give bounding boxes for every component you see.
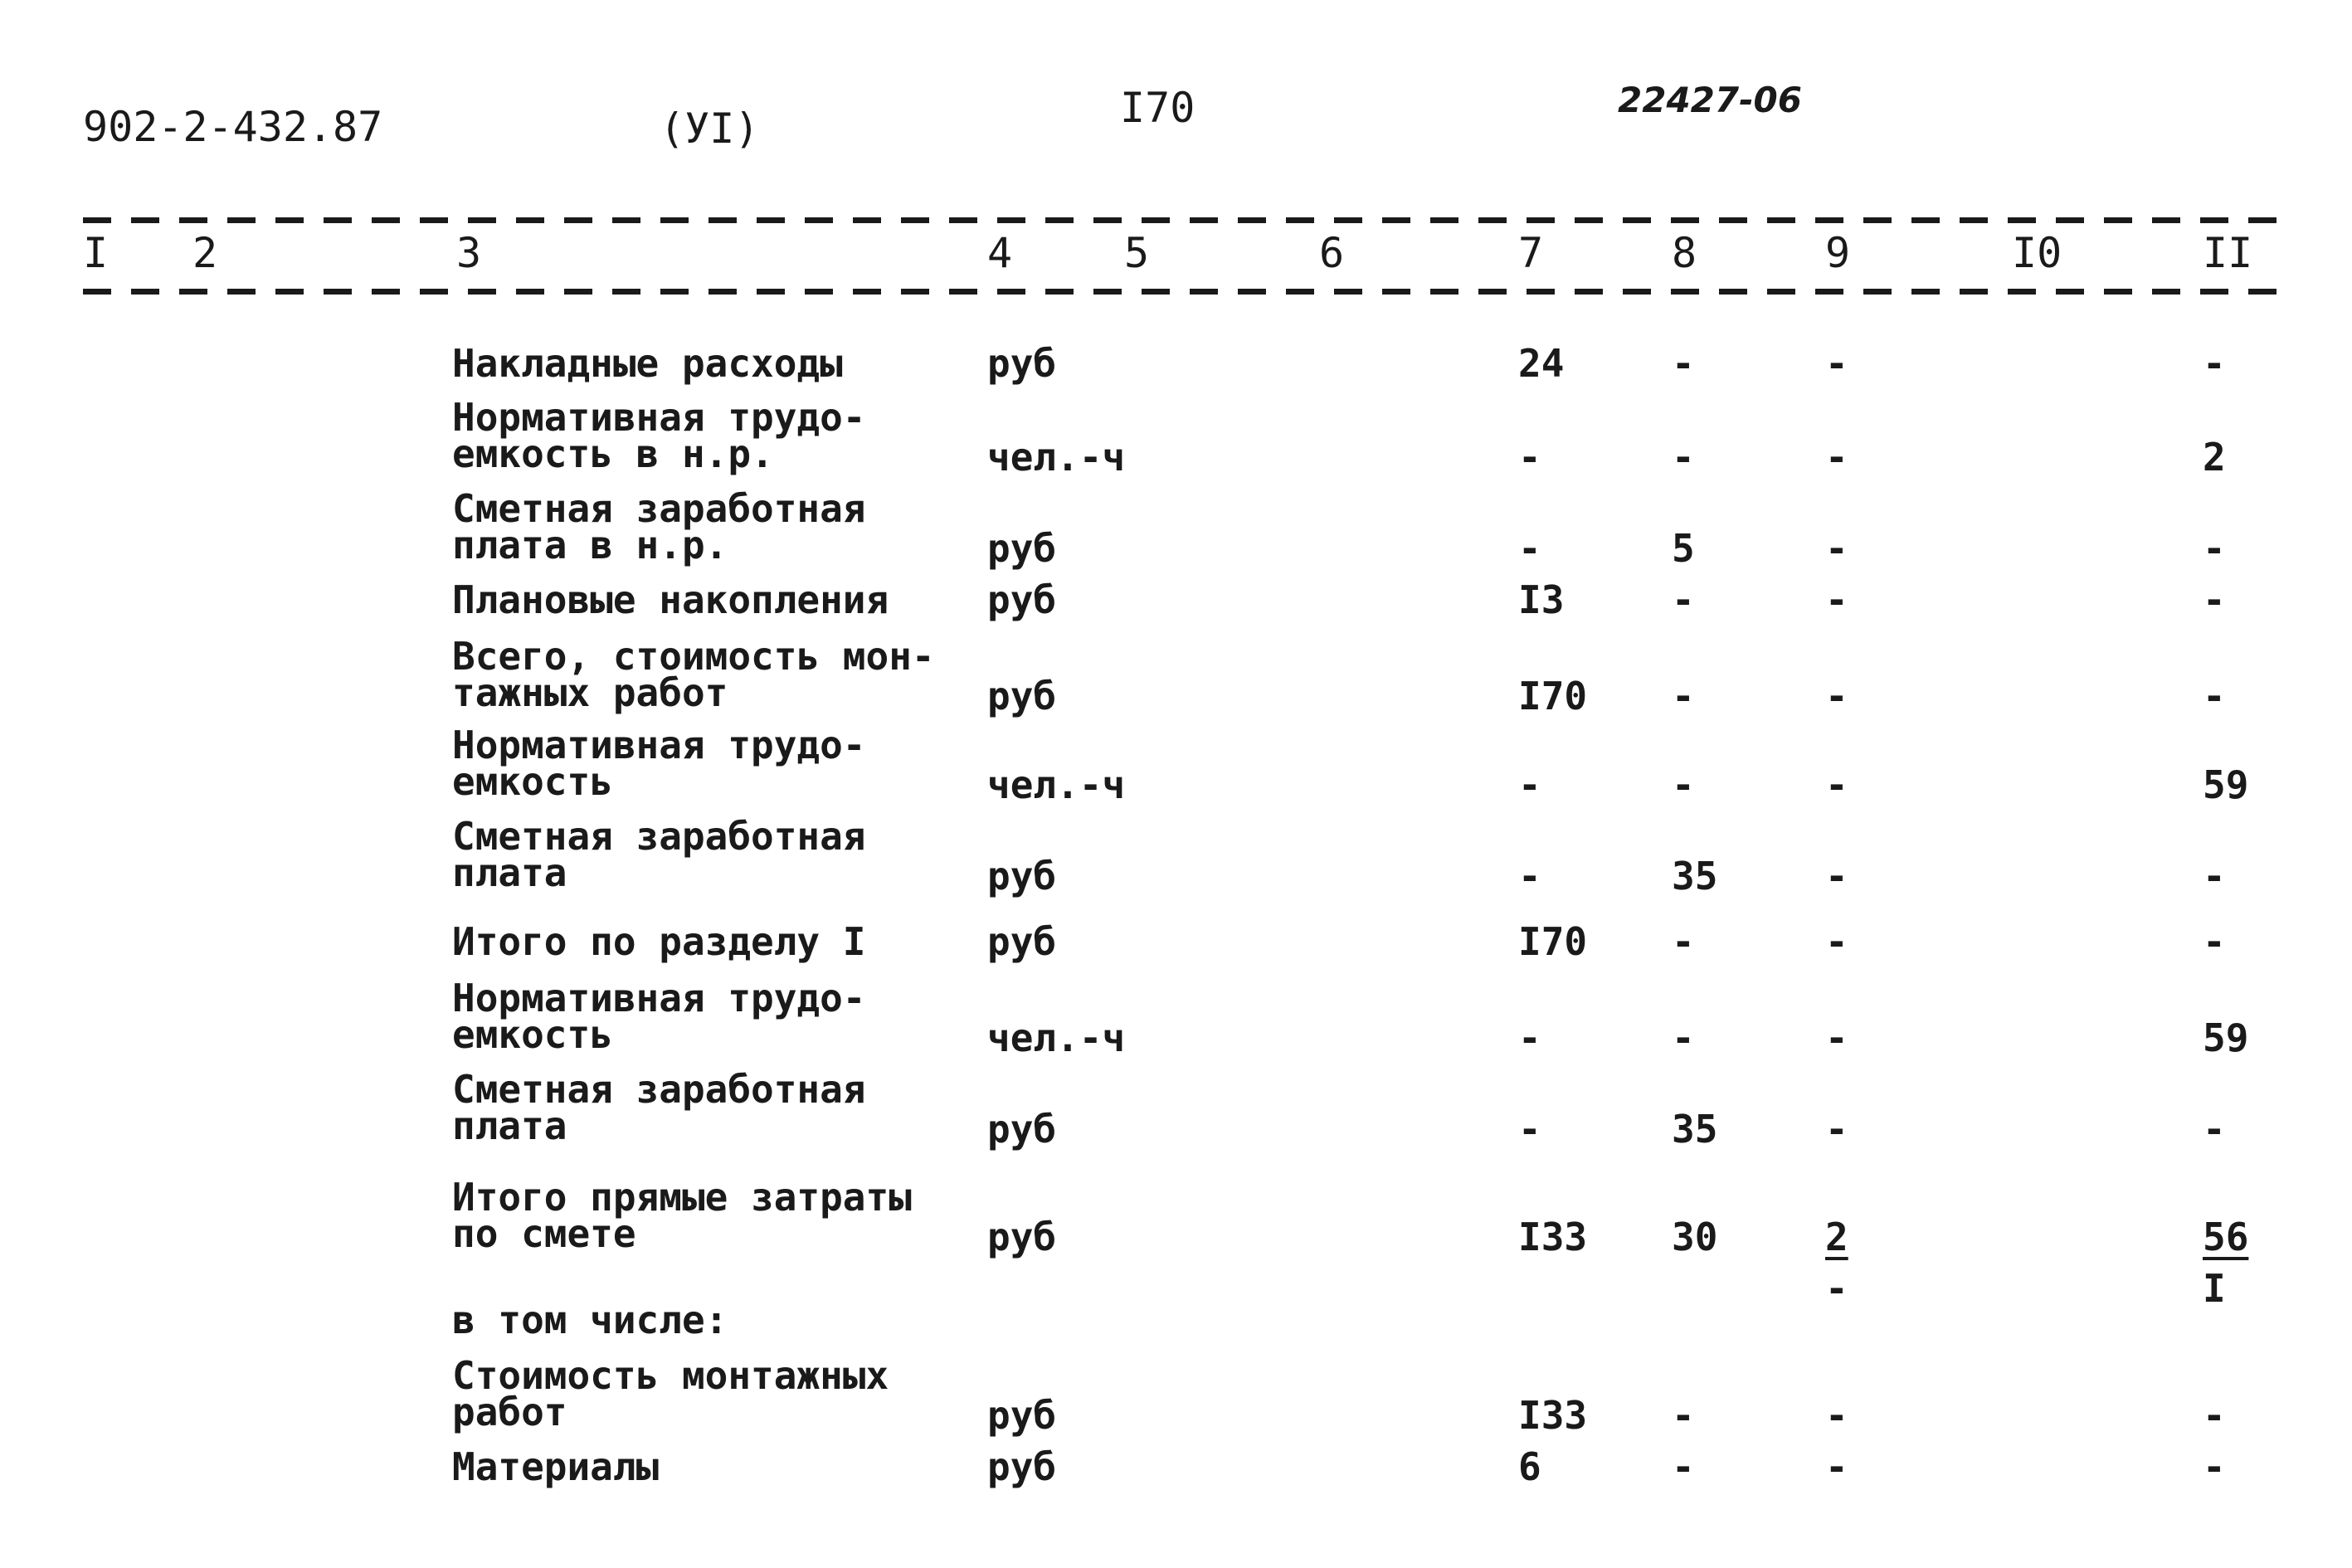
- col7-value: -: [1518, 526, 1541, 571]
- row-label: Плановые накопления: [452, 577, 889, 622]
- unit-cell: руб: [987, 674, 1057, 718]
- col7-value: -: [1518, 435, 1541, 480]
- column-header-10: I0: [2012, 229, 2062, 277]
- col9-value: -: [1825, 577, 1848, 622]
- col8-value: -: [1672, 1393, 1695, 1438]
- column-header-4: 4: [987, 229, 1013, 277]
- col11-value: 59: [2203, 762, 2249, 807]
- row-label-cont: плата: [452, 1103, 567, 1148]
- row-label-cont: емкость в н.р.: [452, 431, 774, 476]
- row-label: Материалы: [452, 1444, 660, 1489]
- row-label: Итого по разделу I: [452, 919, 866, 964]
- header-bottom-rule: [83, 289, 2281, 295]
- unit-cell: руб: [987, 1107, 1057, 1152]
- column-header-5: 5: [1124, 229, 1150, 277]
- row-label: Нормативная трудо-: [452, 395, 866, 440]
- row-label-cont: плата: [452, 850, 567, 895]
- row-label: Нормативная трудо-: [452, 723, 866, 767]
- col11-value: -: [2203, 674, 2226, 718]
- column-header-9: 9: [1825, 229, 1851, 277]
- row-label: Нормативная трудо-: [452, 976, 866, 1020]
- column-header-6: 6: [1319, 229, 1345, 277]
- col9-subvalue: -: [1825, 1266, 1848, 1311]
- unit-cell: руб: [987, 919, 1057, 964]
- row-label-cont: емкость: [452, 759, 613, 804]
- col9-value: -: [1825, 762, 1848, 807]
- page-number: I70: [1120, 84, 1195, 132]
- row-label: Сметная заработная: [452, 486, 866, 531]
- col9-value: -: [1825, 919, 1848, 964]
- column-header-8: 8: [1672, 229, 1697, 277]
- col11-value: -: [2203, 919, 2226, 964]
- col8-value: -: [1672, 674, 1695, 718]
- document-code: 902-2-432.87: [83, 103, 383, 151]
- col8-value: 30: [1672, 1215, 1718, 1259]
- row-label: Сметная заработная: [452, 814, 866, 859]
- unit-cell: руб: [987, 1444, 1057, 1489]
- col11-value: -: [2203, 341, 2226, 386]
- col8-value: 35: [1672, 1107, 1718, 1152]
- col8-value: 5: [1672, 526, 1695, 571]
- col11-value: -: [2203, 1107, 2226, 1152]
- album-number: (УI): [660, 105, 760, 153]
- col11-value: 56: [2203, 1215, 2249, 1259]
- unit-cell: руб: [987, 341, 1057, 386]
- col11-subvalue: I: [2203, 1266, 2226, 1311]
- col7-value: -: [1518, 1107, 1541, 1152]
- row-label-cont: тажных работ: [452, 670, 728, 715]
- col9-value: -: [1825, 341, 1848, 386]
- col11-value: 2: [2203, 435, 2226, 480]
- column-header-1: I: [83, 229, 109, 277]
- col7-value: -: [1518, 854, 1541, 898]
- col8-value: -: [1672, 435, 1695, 480]
- col9-value: -: [1825, 854, 1848, 898]
- unit-cell: чел.-ч: [987, 1015, 1126, 1060]
- col11-value: -: [2203, 1444, 2226, 1489]
- column-header-2: 2: [192, 229, 218, 277]
- col11-value: -: [2203, 1393, 2226, 1438]
- col8-value: -: [1672, 1015, 1695, 1060]
- col7-value: I33: [1518, 1215, 1588, 1259]
- unit-cell: руб: [987, 854, 1057, 898]
- row-label: в том числе:: [452, 1298, 728, 1342]
- col9-value: 2: [1825, 1215, 1848, 1259]
- col7-value: I70: [1518, 919, 1588, 964]
- col8-value: -: [1672, 919, 1695, 964]
- unit-cell: чел.-ч: [987, 762, 1126, 807]
- unit-cell: чел.-ч: [987, 435, 1126, 480]
- unit-cell: руб: [987, 526, 1057, 571]
- col8-value: -: [1672, 1444, 1695, 1489]
- col11-value: -: [2203, 577, 2226, 622]
- col9-value: -: [1825, 1107, 1848, 1152]
- unit-cell: руб: [987, 1393, 1057, 1438]
- col9-value: -: [1825, 1015, 1848, 1060]
- column-header-7: 7: [1518, 229, 1544, 277]
- row-label: Стоимость монтажных: [452, 1353, 889, 1398]
- col11-value: -: [2203, 526, 2226, 571]
- col11-value: -: [2203, 854, 2226, 898]
- row-label: Накладные расходы: [452, 341, 843, 386]
- col8-value: -: [1672, 577, 1695, 622]
- col7-value: -: [1518, 762, 1541, 807]
- row-label-cont: плата в н.р.: [452, 523, 728, 567]
- header-top-rule: [83, 217, 2281, 223]
- col7-value: -: [1518, 1015, 1541, 1060]
- row-label-cont: емкость: [452, 1012, 613, 1057]
- row-label-cont: работ: [452, 1390, 567, 1434]
- unit-cell: руб: [987, 577, 1057, 622]
- col9-value: -: [1825, 435, 1848, 480]
- column-header-3: 3: [456, 229, 482, 277]
- col9-value: -: [1825, 1393, 1848, 1438]
- unit-cell: руб: [987, 1215, 1057, 1259]
- col7-value: I33: [1518, 1393, 1588, 1438]
- col9-value: -: [1825, 1444, 1848, 1489]
- col7-value: 6: [1518, 1444, 1541, 1489]
- col8-value: 35: [1672, 854, 1718, 898]
- row-label: Всего, стоимость мон-: [452, 634, 935, 679]
- col7-value: I3: [1518, 577, 1565, 622]
- col8-value: -: [1672, 341, 1695, 386]
- col7-value: I70: [1518, 674, 1588, 718]
- row-label-cont: по смете: [452, 1211, 636, 1256]
- col8-value: -: [1672, 762, 1695, 807]
- col9-value: -: [1825, 526, 1848, 571]
- col11-value: 59: [2203, 1015, 2249, 1060]
- column-header-11: II: [2203, 229, 2253, 277]
- col7-value: 24: [1518, 341, 1565, 386]
- col9-value: -: [1825, 674, 1848, 718]
- row-label: Сметная заработная: [452, 1067, 866, 1112]
- archive-number: 22427-06: [1618, 80, 1802, 120]
- row-label: Итого прямые затраты: [452, 1175, 912, 1220]
